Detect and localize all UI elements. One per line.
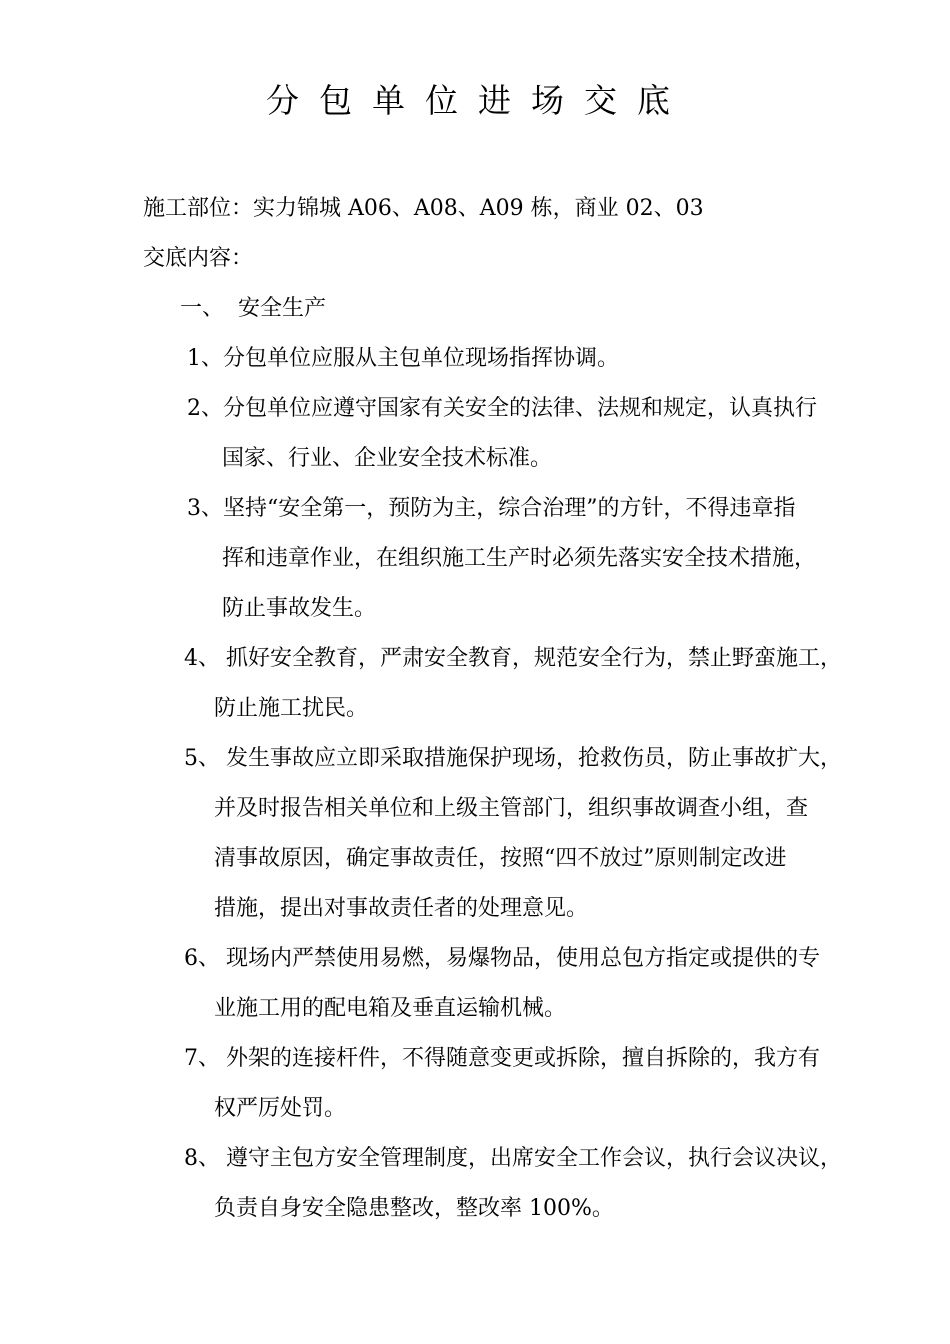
list-item: [187, 344, 619, 374]
item-text-line: 抓好安全教育，严肃安全教育，规范安全行为，禁止野蛮施工，: [226, 646, 843, 671]
list-item: [184, 1044, 820, 1074]
item-text-line: 并及时报告相关单位和上级主管部门，组织事故调查小组，查: [214, 796, 809, 821]
item-text-line: 防止事故发生。: [222, 596, 377, 621]
list-item: [187, 394, 817, 424]
list-item: [184, 644, 842, 674]
item-text-line: 挥和违章作业，在组织施工生产时必须先落实安全技术措施，: [222, 546, 817, 571]
item-text-line: 发生事故应立即采取措施保护现场，抢救伤员，防止事故扩大，: [226, 746, 843, 771]
section-title: 安全生产: [238, 296, 327, 321]
item-number: 6、: [184, 946, 220, 971]
section-number: 一、: [180, 296, 225, 321]
item-text-line: 业施工用的配电箱及垂直运输机械。: [214, 996, 567, 1021]
item-number: 4、: [184, 646, 220, 671]
list-item: [184, 1144, 842, 1174]
document-title: 分包单位进场交底: [266, 81, 690, 120]
section-heading: [180, 294, 326, 324]
item-number: 3、: [187, 496, 223, 521]
item-text-line: 权严厉处罚。: [214, 1096, 347, 1121]
item-text-line: 现场内严禁使用易燃，易爆物品，使用总包方指定或提供的专: [226, 946, 821, 971]
item-text-line: 坚持“安全第一，预防为主，综合治理”的方针，不得违章指: [223, 496, 796, 521]
item-text-line: 清事故原因，确定事故责任，按照“四不放过”原则制定改进: [214, 846, 787, 871]
item-text-line: 负责自身安全隐患整改，整改率 100%。: [214, 1196, 614, 1221]
item-text-line: 国家、行业、企业安全技术标准。: [222, 446, 553, 471]
list-item: [184, 944, 820, 974]
item-number: 7、: [184, 1046, 220, 1071]
content-label: 交底内容：: [143, 246, 254, 271]
construction-location: 施工部位：实力锦城 A06、A08、A09 栋，商业 02、03: [143, 196, 704, 221]
item-number: 2、: [187, 396, 223, 421]
item-text-line: 外架的连接杆件，不得随意变更或拆除，擅自拆除的，我方有: [226, 1046, 821, 1071]
item-text-line: 分包单位应服从主包单位现场指挥协调。: [223, 346, 620, 371]
item-text-line: 遵守主包方安全管理制度，出席安全工作会议，执行会议决议，: [226, 1146, 843, 1171]
item-number: 8、: [184, 1146, 220, 1171]
item-number: 1、: [187, 346, 223, 371]
list-item: [187, 494, 796, 524]
list-item: [184, 744, 842, 774]
item-text-line: 防止施工扰民。: [214, 696, 369, 721]
item-text-line: 措施，提出对事故责任者的处理意见。: [214, 896, 589, 921]
item-number: 5、: [184, 746, 220, 771]
item-text-line: 分包单位应遵守国家有关安全的法律、法规和规定，认真执行: [223, 396, 818, 421]
